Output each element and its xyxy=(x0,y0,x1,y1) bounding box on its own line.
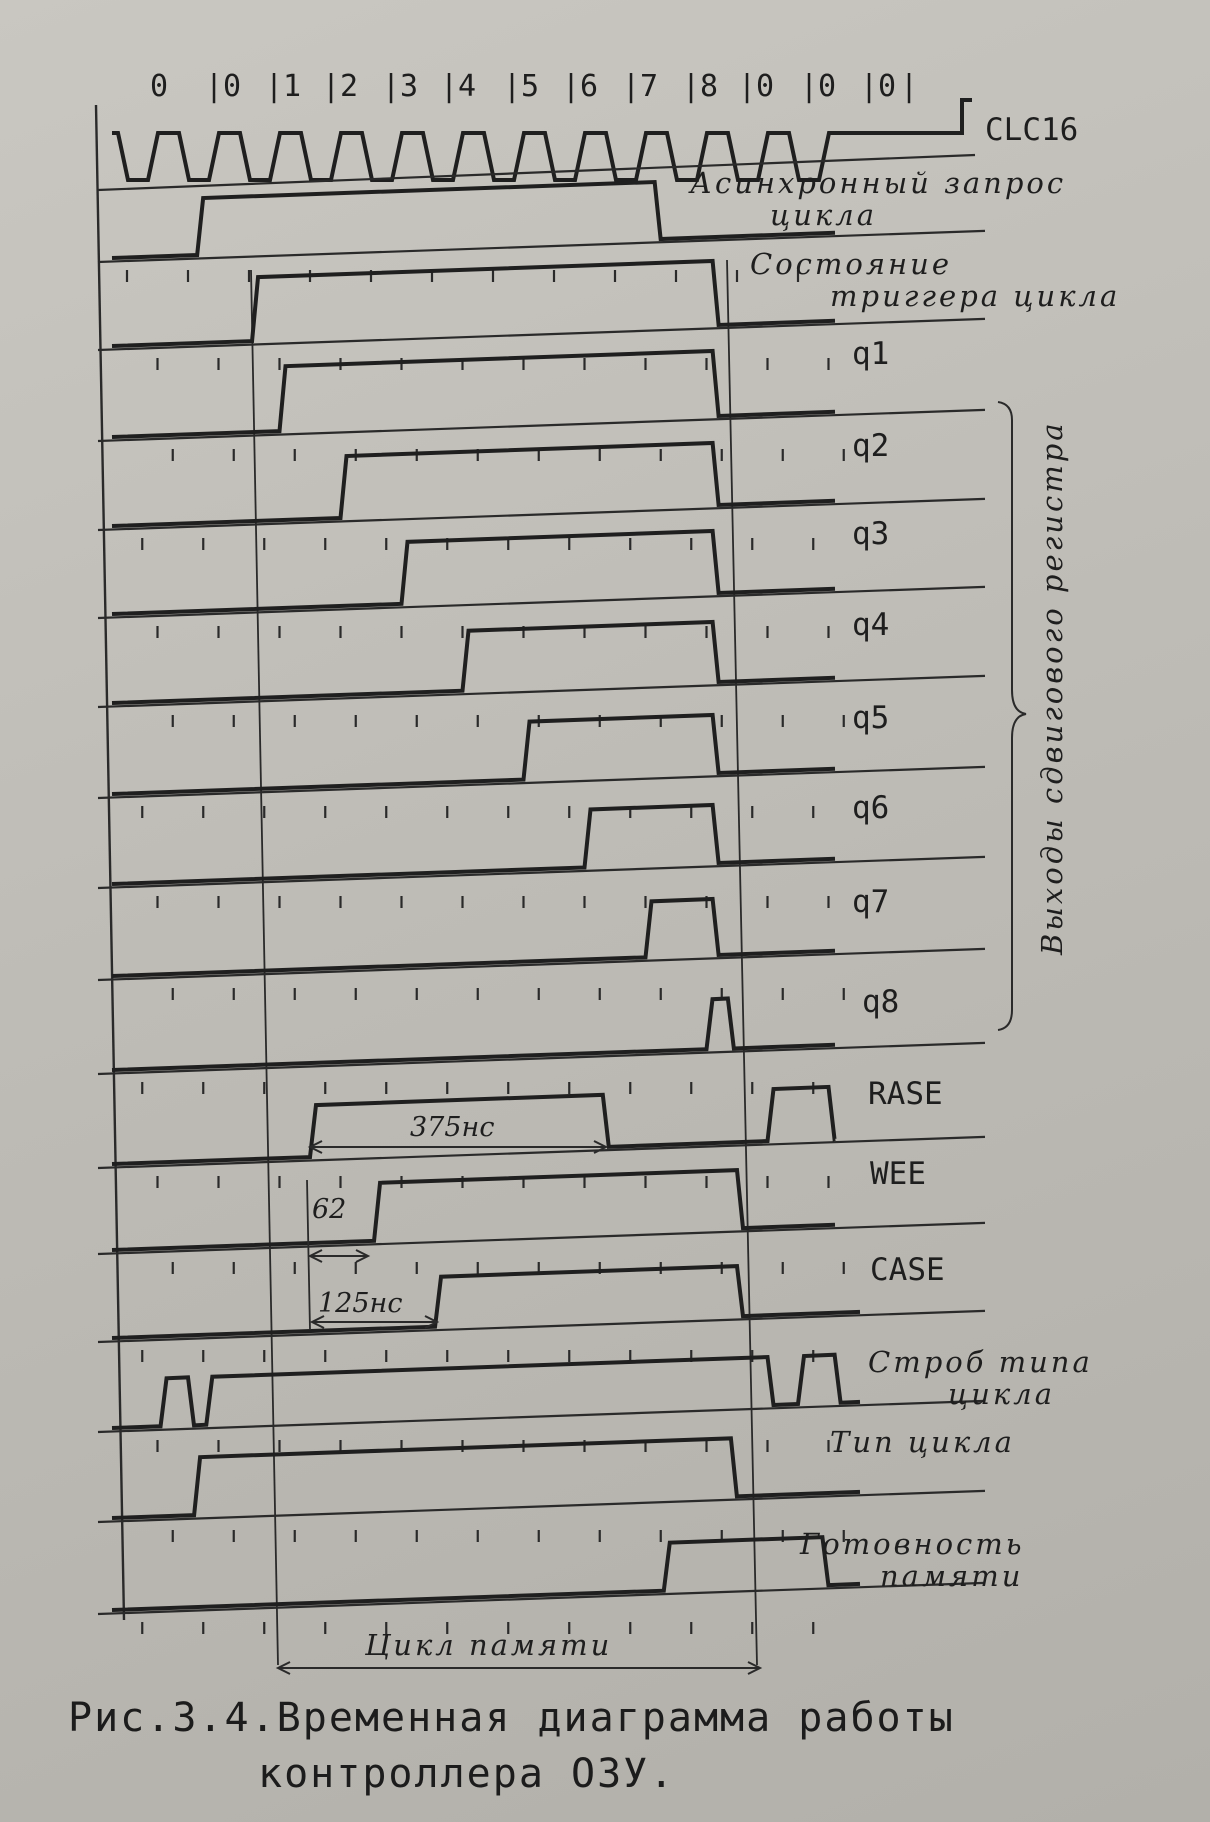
signal-wave xyxy=(112,1537,860,1610)
counter-labels xyxy=(150,69,918,104)
signal-wave xyxy=(112,805,835,884)
signal-baseline xyxy=(98,1311,985,1342)
counter-label: 0 xyxy=(150,69,169,104)
signal-wave xyxy=(112,622,835,703)
signal-row xyxy=(98,884,985,1000)
signal-baseline xyxy=(98,1137,985,1168)
signal-wave xyxy=(112,1355,860,1428)
signal-label: q8 xyxy=(862,984,900,1020)
brace-label: Выходы сдвигового регистра xyxy=(1035,420,1069,955)
counter-label: |0 xyxy=(860,69,897,104)
counter-label: |1 xyxy=(265,69,302,104)
signal-wave xyxy=(112,1170,835,1250)
signal-label: WEE xyxy=(870,1156,926,1192)
delay-reference-line xyxy=(307,1180,310,1330)
signal-label: q2 xyxy=(852,428,890,464)
counter-label: |8 xyxy=(682,69,719,104)
counter-label: |4 xyxy=(440,69,477,104)
signal-label: цикла xyxy=(770,198,877,232)
signal-wave xyxy=(112,899,835,976)
signal-label: q1 xyxy=(852,336,890,372)
signal-label: q7 xyxy=(852,884,890,920)
signal-row xyxy=(98,1425,1015,1542)
counter-label: |3 xyxy=(382,69,419,104)
caption-line-1: Рис.3.4.Временная диаграмма работы xyxy=(68,1695,955,1741)
signal-label: цикла xyxy=(948,1377,1055,1411)
signal-baseline xyxy=(98,1491,985,1522)
signal-wave xyxy=(112,351,835,437)
signal-label: Состояние xyxy=(750,247,952,281)
signal-baseline xyxy=(98,1223,985,1254)
signal-wave xyxy=(112,1438,860,1518)
counter-label: |0 xyxy=(205,69,242,104)
signal-wave xyxy=(112,443,835,526)
signal-label: Готовность xyxy=(800,1527,1025,1561)
signal-wave xyxy=(112,1266,860,1338)
signal-wave xyxy=(112,531,835,614)
rase-width-label: 375нс xyxy=(410,1112,495,1143)
signal-waveforms xyxy=(98,166,1120,1634)
figure-caption xyxy=(68,1690,1068,1802)
counter-label: |6 xyxy=(562,69,599,104)
signal-label: Строб типа xyxy=(868,1345,1093,1379)
signal-row xyxy=(98,984,985,1094)
counter-label: |0 xyxy=(800,69,837,104)
signal-label: триггера цикла xyxy=(830,279,1121,313)
signal-baseline xyxy=(98,1583,985,1614)
counter-label: |2 xyxy=(322,69,359,104)
clock-label: CLC16 xyxy=(985,112,1079,148)
signal-label: q3 xyxy=(852,516,890,552)
counter-label: |5 xyxy=(503,69,540,104)
wee-delay-label: 62 xyxy=(312,1194,347,1225)
signal-label: CASE xyxy=(870,1252,945,1288)
signal-row xyxy=(98,1156,985,1274)
counter-label: |7 xyxy=(622,69,659,104)
signal-label: q6 xyxy=(852,790,890,826)
signal-label: q5 xyxy=(852,700,890,736)
signal-row xyxy=(98,1252,985,1362)
case-delay-label: 125нс xyxy=(318,1288,403,1319)
signal-wave xyxy=(112,715,835,794)
signal-baseline xyxy=(98,949,985,980)
signal-label: Тип цикла xyxy=(830,1425,1015,1459)
signal-baseline xyxy=(98,1043,985,1074)
counter-label: | xyxy=(900,69,919,104)
signal-label: RASE xyxy=(868,1076,943,1112)
dimension-annotations xyxy=(278,402,1069,1674)
signal-label: памяти xyxy=(880,1559,1024,1593)
register-brace xyxy=(998,402,1026,1030)
signal-wave xyxy=(112,998,835,1070)
signal-row xyxy=(98,1076,985,1188)
signal-label: q4 xyxy=(852,607,890,643)
caption-line-2: контроллера ОЗУ. xyxy=(258,1751,676,1797)
left-axis xyxy=(96,105,124,1620)
memory-cycle-label: Цикл памяти xyxy=(365,1628,613,1662)
signal-row xyxy=(98,1527,1025,1634)
counter-label: |0 xyxy=(738,69,775,104)
signal-label: Асинхронный запрос xyxy=(690,166,1067,200)
